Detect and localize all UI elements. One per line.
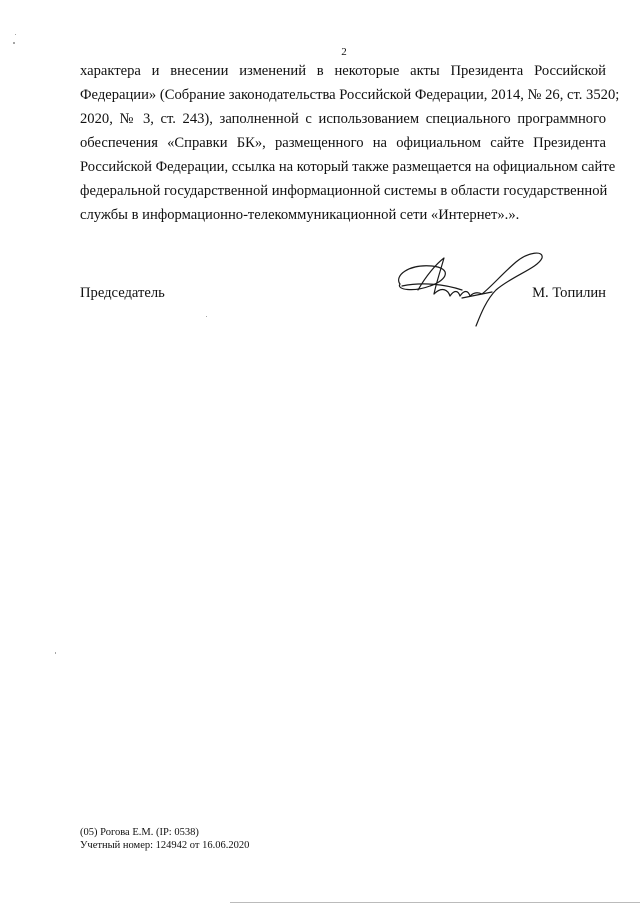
signer-role: Председатель [80,285,165,301]
scan-artifact [13,42,15,44]
body-line: обеспечения «Справки БК», размещенного на официальном сайте Президента [80,135,606,151]
footer-registration: Учетный номер: 124942 от 16.06.2020 [80,840,250,851]
signer-name: М. Топилин [532,285,606,301]
body-line: 2020, № 3, ст. 243), заполненной с использованием специального программного [80,111,606,127]
footer-executor: (05) Рогова Е.М. (IP: 0538) [80,827,199,838]
scan-artifact [206,316,207,317]
scan-artifact [55,652,56,654]
body-line: характера и внесении изменений в некоторые акты Президента Российской [80,63,606,79]
scan-artifact [15,34,16,35]
handwritten-signature [392,246,552,332]
body-line: Федерации» (Собрание законодательства Российской Федерации, 2014, № 26, ст. 3520; [80,87,620,103]
body-line: федеральной государственной информационной системы в области государственной [80,183,608,199]
page-number: 2 [341,46,347,58]
scan-edge [230,902,640,903]
footer [80,826,249,852]
body-line: службы в информационно-телекоммуникационной сети «Интернет».». [80,207,520,223]
body-line: Российской Федерации, ссылка на который также размещается на официальном сайте [80,159,616,175]
